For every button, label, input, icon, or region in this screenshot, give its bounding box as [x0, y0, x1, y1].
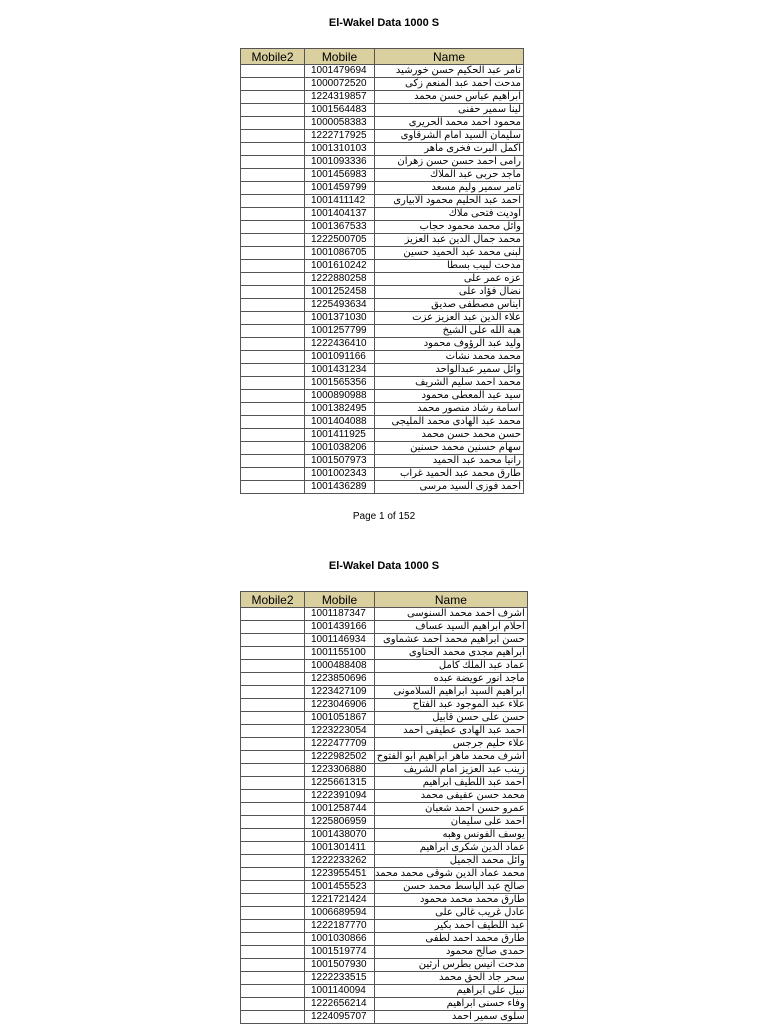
cell-mobile: 1222982502 — [305, 751, 375, 764]
cell-mobile: 1223427109 — [305, 686, 375, 699]
column-header-mobile: Mobile — [305, 592, 375, 608]
table-row — [241, 790, 528, 803]
cell-mobile2 — [241, 390, 305, 403]
cell-mobile2 — [241, 455, 305, 468]
cell-mobile2 — [241, 195, 305, 208]
table-row — [241, 286, 524, 299]
cell-mobile2 — [241, 621, 305, 634]
cell-mobile2 — [241, 803, 305, 816]
cell-mobile: 1001051867 — [305, 712, 375, 725]
cell-mobile2 — [241, 130, 305, 143]
table-row — [241, 403, 524, 416]
cell-mobile2 — [241, 351, 305, 364]
cell-mobile: 1001404137 — [305, 208, 375, 221]
cell-name: ماجد انور عويضة عبده — [375, 673, 528, 686]
cell-mobile2 — [241, 647, 305, 660]
cell-name: احمد عبد اللطيف ابراهيم — [375, 777, 528, 790]
table-row — [241, 117, 524, 130]
table-row — [241, 764, 528, 777]
cell-name: علاء عبد الموجود عبد الفتاح — [375, 699, 528, 712]
cell-mobile2 — [241, 764, 305, 777]
cell-name: سحر جاد الحق محمد — [375, 972, 528, 985]
cell-mobile2 — [241, 790, 305, 803]
table-row — [241, 712, 528, 725]
table-row — [241, 686, 528, 699]
cell-mobile: 1225493634 — [305, 299, 375, 312]
table-header-row — [241, 49, 524, 65]
column-header-mobile2: Mobile2 — [241, 49, 305, 65]
cell-name: ابراهيم مجدى محمد الحناوى — [375, 647, 528, 660]
table-row — [241, 325, 524, 338]
table-row — [241, 907, 528, 920]
cell-name: تامر سمير وليم مسعد — [375, 182, 524, 195]
cell-mobile: 1222477709 — [305, 738, 375, 751]
cell-name: محمود احمد محمد الحريرى — [375, 117, 524, 130]
cell-name: صالح عبد الباسط محمد حسن — [375, 881, 528, 894]
cell-name: حسن محمد حسن محمد — [375, 429, 524, 442]
cell-name: محمد جمال الدين عبد العزيز — [375, 234, 524, 247]
table-row — [241, 390, 524, 403]
cell-name: احلام ابراهيم السيد عساف — [375, 621, 528, 634]
cell-mobile2 — [241, 208, 305, 221]
cell-mobile: 1000072520 — [305, 78, 375, 91]
cell-mobile: 1001310103 — [305, 143, 375, 156]
cell-mobile2 — [241, 91, 305, 104]
table-row — [241, 442, 524, 455]
cell-name: هبة الله على الشيخ — [375, 325, 524, 338]
cell-mobile: 1001456983 — [305, 169, 375, 182]
cell-mobile: 1001382495 — [305, 403, 375, 416]
page-number: Page 1 of 152 — [352, 511, 416, 522]
table-row — [241, 78, 524, 91]
cell-name: لينا سمير حفنى — [375, 104, 524, 117]
cell-mobile: 1001093336 — [305, 156, 375, 169]
cell-name: احمد عبد الهادى عطيفى احمد — [375, 725, 528, 738]
cell-mobile: 1001038206 — [305, 442, 375, 455]
table-row — [241, 364, 524, 377]
cell-name: علاء حليم جرجس — [375, 738, 528, 751]
cell-name: سهام حسنين محمد حسنين — [375, 442, 524, 455]
table-row — [241, 972, 528, 985]
table-row — [241, 634, 528, 647]
cell-name: محمد حسن عفيفى محمد — [375, 790, 528, 803]
cell-mobile: 1223223054 — [305, 725, 375, 738]
table-row — [241, 933, 528, 946]
cell-name: ماجد حربى عبد الملاك — [375, 169, 524, 182]
cell-mobile2 — [241, 416, 305, 429]
table-row — [241, 608, 528, 621]
cell-mobile2 — [241, 221, 305, 234]
cell-mobile2 — [241, 286, 305, 299]
cell-mobile: 1225661315 — [305, 777, 375, 790]
cell-mobile2 — [241, 156, 305, 169]
table-row — [241, 234, 524, 247]
cell-name: حسن ابراهيم محمد احمد عشماوى — [375, 634, 528, 647]
table-row — [241, 803, 528, 816]
cell-mobile: 1000488408 — [305, 660, 375, 673]
cell-name: محمد محمد نشأت — [375, 351, 524, 364]
table-row — [241, 130, 524, 143]
cell-name: احمد عبد الحليم محمود الابيارى — [375, 195, 524, 208]
cell-mobile: 1001479694 — [305, 65, 375, 78]
cell-mobile2 — [241, 169, 305, 182]
table-row — [241, 855, 528, 868]
table-row — [241, 416, 524, 429]
cell-mobile: 1224319857 — [305, 91, 375, 104]
cell-mobile2 — [241, 985, 305, 998]
cell-name: طارق محمد احمد لطفى — [375, 933, 528, 946]
cell-mobile: 1001564483 — [305, 104, 375, 117]
cell-mobile2 — [241, 998, 305, 1011]
table-row — [241, 881, 528, 894]
cell-mobile2 — [241, 686, 305, 699]
cell-name: ابراهيم عباس حسن محمد — [375, 91, 524, 104]
cell-mobile2 — [241, 325, 305, 338]
cell-name: سلوى سمير احمد — [375, 1011, 528, 1024]
cell-name: عزه عمر على — [375, 273, 524, 286]
cell-mobile2 — [241, 338, 305, 351]
table-row — [241, 829, 528, 842]
cell-name: حسن على حسن قابيل — [375, 712, 528, 725]
cell-mobile: 1222233262 — [305, 855, 375, 868]
cell-name: احمد فوزى السيد مرسى — [375, 481, 524, 494]
cell-mobile: 1001459799 — [305, 182, 375, 195]
cell-name: حمدى صالح محمود — [375, 946, 528, 959]
cell-mobile2 — [241, 273, 305, 286]
cell-mobile2 — [241, 842, 305, 855]
cell-mobile: 1225806959 — [305, 816, 375, 829]
cell-name: وفاء حسنى ابراهيم — [375, 998, 528, 1011]
cell-name: نبيل على ابراهيم — [375, 985, 528, 998]
cell-mobile: 1001371030 — [305, 312, 375, 325]
cell-mobile: 1222880258 — [305, 273, 375, 286]
cell-mobile2 — [241, 894, 305, 907]
cell-mobile2 — [241, 634, 305, 647]
table-row — [241, 816, 528, 829]
cell-mobile2 — [241, 1011, 305, 1024]
cell-name: محمد عماد الدين شوقى محمد محمد — [375, 868, 528, 881]
table-row — [241, 481, 524, 494]
table-row — [241, 169, 524, 182]
table-row — [241, 247, 524, 260]
cell-name: مدحت انيس بطرس ارثين — [375, 959, 528, 972]
cell-mobile: 1001411142 — [305, 195, 375, 208]
cell-mobile2 — [241, 699, 305, 712]
cell-mobile: 1223850696 — [305, 673, 375, 686]
cell-name: وائل سمير عبدالواحد — [375, 364, 524, 377]
table-row — [241, 998, 528, 1011]
cell-name: مدحت لبيب بسطا — [375, 260, 524, 273]
table-row — [241, 725, 528, 738]
cell-name: ابراهيم السيد ابراهيم السلامونى — [375, 686, 528, 699]
cell-name: سليمان السيد امام الشرقاوى — [375, 130, 524, 143]
cell-mobile2 — [241, 907, 305, 920]
table-row — [241, 946, 528, 959]
table-row — [241, 338, 524, 351]
cell-mobile2 — [241, 725, 305, 738]
cell-mobile: 1001439166 — [305, 621, 375, 634]
table-row — [241, 143, 524, 156]
cell-name: تامر عبد الحكيم حسن خورشيد — [375, 65, 524, 78]
cell-mobile: 1000058383 — [305, 117, 375, 130]
cell-mobile2 — [241, 182, 305, 195]
cell-mobile: 1223306880 — [305, 764, 375, 777]
table-row — [241, 699, 528, 712]
cell-mobile: 1224095707 — [305, 1011, 375, 1024]
cell-name: مدحت احمد عبد المنعم زكى — [375, 78, 524, 91]
cell-name: نضال فؤاد على — [375, 286, 524, 299]
table-row — [241, 894, 528, 907]
table-row — [241, 351, 524, 364]
cell-mobile2 — [241, 65, 305, 78]
contacts-table — [240, 591, 528, 1024]
cell-name: عادل غريب غالى على — [375, 907, 528, 920]
cell-mobile2 — [241, 608, 305, 621]
cell-name: عماد عبد الملك كامل — [375, 660, 528, 673]
cell-name: طارق محمد عبد الحميد غراب — [375, 468, 524, 481]
cell-mobile2 — [241, 468, 305, 481]
cell-mobile2 — [241, 972, 305, 985]
table-row — [241, 429, 524, 442]
table-row — [241, 751, 528, 764]
table-row — [241, 91, 524, 104]
cell-mobile2 — [241, 403, 305, 416]
cell-mobile2 — [241, 959, 305, 972]
cell-name: محمد عبد الهادى محمد المليجى — [375, 416, 524, 429]
cell-mobile: 1222233515 — [305, 972, 375, 985]
cell-mobile: 1001002343 — [305, 468, 375, 481]
cell-mobile: 1001257799 — [305, 325, 375, 338]
cell-mobile: 1001252458 — [305, 286, 375, 299]
table-body — [241, 65, 524, 494]
cell-mobile2 — [241, 481, 305, 494]
cell-name: لبنى محمد عبد الحميد حسين — [375, 247, 524, 260]
cell-mobile: 1001519774 — [305, 946, 375, 959]
cell-mobile: 1223955451 — [305, 868, 375, 881]
table-row — [241, 65, 524, 78]
table-row — [241, 299, 524, 312]
table-row — [241, 156, 524, 169]
cell-mobile: 1001436289 — [305, 481, 375, 494]
table-body — [241, 608, 528, 1024]
cell-mobile2 — [241, 117, 305, 130]
table-row — [241, 195, 524, 208]
table-row — [241, 104, 524, 117]
table-row — [241, 738, 528, 751]
cell-mobile2 — [241, 143, 305, 156]
cell-name: ايناس مصطفى صديق — [375, 299, 524, 312]
cell-mobile2 — [241, 816, 305, 829]
cell-mobile: 1222717925 — [305, 130, 375, 143]
table-row — [241, 273, 524, 286]
cell-name: علاء الدين عبد العزيز عزت — [375, 312, 524, 325]
cell-mobile2 — [241, 312, 305, 325]
cell-name: طارق محمد محمد محمود — [375, 894, 528, 907]
cell-mobile: 1001140094 — [305, 985, 375, 998]
table-row — [241, 312, 524, 325]
table-row — [241, 260, 524, 273]
cell-mobile: 1001455523 — [305, 881, 375, 894]
cell-mobile2 — [241, 777, 305, 790]
cell-mobile2 — [241, 377, 305, 390]
cell-mobile: 1001146934 — [305, 634, 375, 647]
cell-name: عبد اللطيف احمد بكير — [375, 920, 528, 933]
column-header-mobile: Mobile — [305, 49, 375, 65]
cell-mobile2 — [241, 104, 305, 117]
cell-mobile: 1001091166 — [305, 351, 375, 364]
table-row — [241, 985, 528, 998]
cell-mobile: 1222500705 — [305, 234, 375, 247]
cell-mobile: 1001404088 — [305, 416, 375, 429]
cell-mobile: 1001030866 — [305, 933, 375, 946]
cell-mobile: 1001507930 — [305, 959, 375, 972]
cell-name: رامى احمد حسن حسن زهران — [375, 156, 524, 169]
table-row — [241, 455, 524, 468]
cell-mobile2 — [241, 442, 305, 455]
cell-name: وائل محمد الجميل — [375, 855, 528, 868]
table-row — [241, 377, 524, 390]
cell-name: احمد على سليمان — [375, 816, 528, 829]
cell-mobile2 — [241, 429, 305, 442]
cell-mobile2 — [241, 881, 305, 894]
table-row — [241, 959, 528, 972]
cell-name: اسامة رشاد منصور محمد — [375, 403, 524, 416]
cell-mobile2 — [241, 868, 305, 881]
cell-mobile2 — [241, 712, 305, 725]
cell-mobile2 — [241, 364, 305, 377]
cell-mobile: 1222656214 — [305, 998, 375, 1011]
cell-mobile2 — [241, 660, 305, 673]
table-row — [241, 868, 528, 881]
cell-mobile2 — [241, 920, 305, 933]
table-row — [241, 673, 528, 686]
cell-mobile2 — [241, 855, 305, 868]
cell-mobile: 1001431234 — [305, 364, 375, 377]
column-header-name: Name — [375, 592, 528, 608]
cell-mobile: 1001411925 — [305, 429, 375, 442]
cell-name: عماد الدين شكرى ابراهيم — [375, 842, 528, 855]
cell-mobile: 1001565356 — [305, 377, 375, 390]
cell-name: وليد عبد الرؤوف محمود — [375, 338, 524, 351]
cell-name: سيد عبد المعطى محمود — [375, 390, 524, 403]
document-title: El-Wakel Data 1000 S — [328, 17, 440, 29]
cell-mobile2 — [241, 933, 305, 946]
cell-name: اشرف احمد محمد السنوسى — [375, 608, 528, 621]
cell-mobile2 — [241, 299, 305, 312]
cell-name: رانيا محمد عبد الحميد — [375, 455, 524, 468]
cell-mobile: 1223046906 — [305, 699, 375, 712]
table-header-row — [241, 592, 528, 608]
table-row — [241, 621, 528, 634]
cell-mobile2 — [241, 738, 305, 751]
cell-name: اكمل البرت فخرى ماهر — [375, 143, 524, 156]
table-row — [241, 647, 528, 660]
cell-name: محمد احمد سليم الشريف — [375, 377, 524, 390]
table-row — [241, 182, 524, 195]
cell-mobile: 1000890988 — [305, 390, 375, 403]
cell-mobile2 — [241, 829, 305, 842]
cell-name: عمرو حسن احمد شعبان — [375, 803, 528, 816]
cell-mobile: 1001610242 — [305, 260, 375, 273]
cell-mobile2 — [241, 78, 305, 91]
cell-name: وائل محمد محمود حجاب — [375, 221, 524, 234]
table-row — [241, 468, 524, 481]
cell-mobile: 1001258744 — [305, 803, 375, 816]
cell-mobile: 1001155100 — [305, 647, 375, 660]
cell-mobile2 — [241, 234, 305, 247]
table-row — [241, 1011, 528, 1024]
table-row — [241, 208, 524, 221]
table-row — [241, 842, 528, 855]
cell-mobile: 1222391094 — [305, 790, 375, 803]
cell-mobile2 — [241, 673, 305, 686]
table-row — [241, 920, 528, 933]
cell-mobile2 — [241, 247, 305, 260]
cell-mobile2 — [241, 260, 305, 273]
cell-mobile: 1222187770 — [305, 920, 375, 933]
cell-name: يوسف الفونس وهبه — [375, 829, 528, 842]
cell-mobile2 — [241, 946, 305, 959]
cell-mobile: 1001507973 — [305, 455, 375, 468]
cell-mobile: 1001086705 — [305, 247, 375, 260]
cell-mobile: 1221721424 — [305, 894, 375, 907]
column-header-name: Name — [375, 49, 524, 65]
contacts-table — [240, 48, 524, 494]
table-row — [241, 660, 528, 673]
cell-mobile: 1001187347 — [305, 608, 375, 621]
column-header-mobile2: Mobile2 — [241, 592, 305, 608]
cell-mobile: 1001301411 — [305, 842, 375, 855]
cell-mobile: 1001438070 — [305, 829, 375, 842]
cell-mobile: 1222436410 — [305, 338, 375, 351]
cell-mobile2 — [241, 751, 305, 764]
cell-name: اشرف محمد ماهر ابراهيم ابو الفتوح — [375, 751, 528, 764]
cell-name: زينب عبد العزيز امام الشريف — [375, 764, 528, 777]
cell-name: اوديت فتحى ملاك — [375, 208, 524, 221]
cell-mobile: 1001367533 — [305, 221, 375, 234]
document-title: El-Wakel Data 1000 S — [328, 560, 440, 572]
table-row — [241, 777, 528, 790]
cell-mobile: 1006689594 — [305, 907, 375, 920]
table-row — [241, 221, 524, 234]
